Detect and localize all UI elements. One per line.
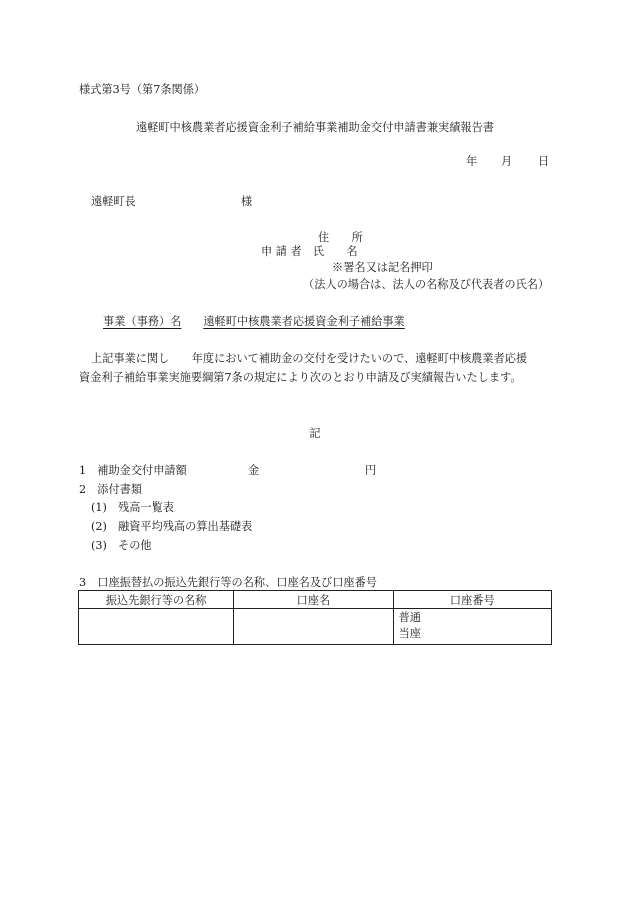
attachment-item: (2) 融資平均残高の算出基礎表 xyxy=(91,520,253,533)
attachment-item: (3) その他 xyxy=(91,539,152,552)
project-label: 事業（事務）名 xyxy=(103,315,182,328)
body-line-2: 資金利子補給事業実施要綱第7条の規定により次のとおり申請及び実績報告いたします。 xyxy=(79,371,522,384)
date-month: 月 xyxy=(501,155,513,168)
form-number: 様式第3号（第7条関係） xyxy=(79,83,206,96)
bank-name-cell[interactable] xyxy=(79,609,234,645)
item-3-label: 3 口座振替払の振込先銀行等の名称、口座名及び口座番号 xyxy=(79,576,377,589)
addressee-honorific: 様 xyxy=(241,195,253,208)
applicant-name-label: 申 請 者 氏 名 xyxy=(261,245,358,258)
date-day: 日 xyxy=(538,155,550,168)
bank-account-table xyxy=(78,590,552,645)
account-name-cell[interactable] xyxy=(234,609,393,645)
item-2-label: 2 添付書類 xyxy=(79,483,143,496)
ki-heading: 記 xyxy=(309,427,321,440)
address-label: 住 所 xyxy=(318,231,363,244)
account-type-toza[interactable]: 当座 xyxy=(398,627,421,640)
signature-note: ※署名又は記名押印 xyxy=(332,261,433,274)
addressee-name: 遠軽町長 xyxy=(91,195,136,208)
date-year: 年 xyxy=(466,155,478,168)
table-row xyxy=(79,609,552,645)
document-title: 遠軽町中核農業者応援資金利子補給事業補助金交付申請書兼実績報告書 xyxy=(135,121,494,134)
account-number-header: 口座番号 xyxy=(393,591,551,609)
attachment-item: (1) 残高一覧表 xyxy=(91,501,174,514)
corporate-note: （法人の場合は、法人の名称及び代表者の氏名） xyxy=(303,278,550,291)
project-title: 遠軽町中核農業者応援資金利子補給事業 xyxy=(203,315,405,328)
table-header-row xyxy=(79,591,552,609)
account-type-futsu[interactable]: 普通 xyxy=(398,611,421,624)
body-line-1: 上記事業に関し 年度において補助金の交付を受けたいので、遠軽町中核農業者応援 xyxy=(91,352,528,365)
item-1-label: 1 補助金交付申請額 xyxy=(79,464,187,477)
account-number-cell[interactable] xyxy=(393,609,551,645)
bank-name-header: 振込先銀行等の名称 xyxy=(79,591,234,609)
item-1-kin: 金 xyxy=(248,464,260,477)
item-1-en: 円 xyxy=(365,464,377,477)
project-name xyxy=(103,313,405,329)
account-name-header: 口座名 xyxy=(234,591,393,609)
